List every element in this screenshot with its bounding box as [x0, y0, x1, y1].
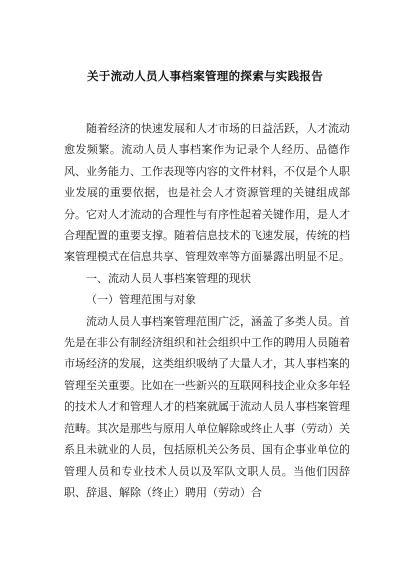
document-title: 关于流动人员人事档案管理的探索与实践报告 [87, 69, 323, 83]
section-heading: 一、流动人员人事档案管理的现状 [86, 271, 251, 285]
subsection-paragraph: 流动人员人事档案管理范围广泛，涵盖了多类人员。首先是在非公有制经济组织和社会组织中工作的聘用人员随着市场经济的发展，这类组织吸纳了大量人才，其人事档案的管理至关重要。比如在一些新兴的互联网科技企业众多年轻的技术人才和管理人才的档案就属于流动人员人事档案管理范畴。其次是那些与原用人单位解除或终止人事（劳动）关系且未就业的人员，包括原机关公务员、国有企事业单位的管理人员和专业技术人员以及军队文职人员。当他们因辞职、辞退、解除（终止）聘用（劳动）合 [64, 314, 350, 499]
document-body [64, 118, 350, 503]
subsection-heading: （一）管理范围与对象 [86, 293, 196, 307]
intro-paragraph: 随着经济的快速发展和人才市场的日益活跃，人才流动愈发频繁。流动人员人事档案作为记录个人经历、品德作风、业务能力、工作表现等内容的文件材料，不仅是个人职业发展的重要依据，也是社会人才资源管理的关键组成部分。它对人才流动的合理性与有序性起着关键作用，是人才合理配置的重要支撑。随着信息技术的飞速发展，传统的档案管理模式在信息共享、管理效率等方面暴露出明显不足。 [64, 122, 350, 264]
